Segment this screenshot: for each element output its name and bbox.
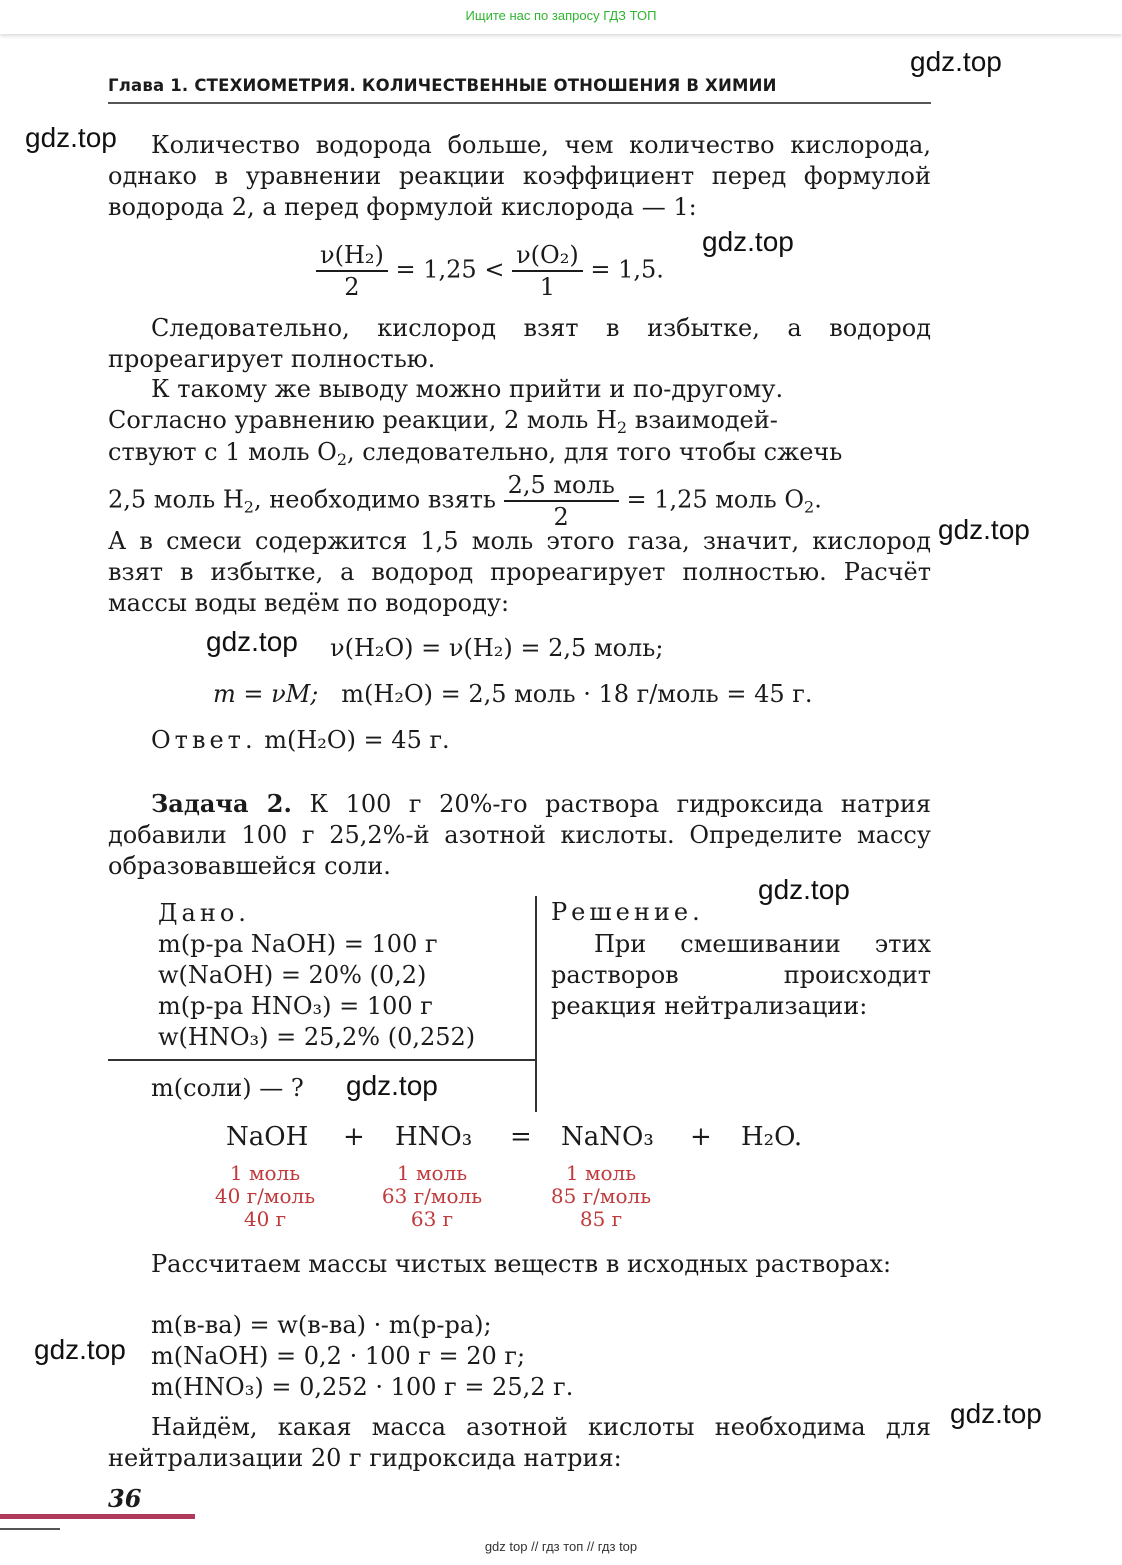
calc-line: m(HNO₃) = 0,252 · 100 г = 25,2 г.	[151, 1373, 574, 1401]
equation-term: +	[343, 1122, 365, 1152]
watermark: gdz.top	[910, 46, 1002, 77]
solution-label: Решение.	[551, 898, 704, 926]
equation-term: +	[690, 1122, 712, 1152]
watermark: gdz.top	[25, 122, 117, 153]
chapter-title: СТЕХИОМЕТРИЯ. КОЛИЧЕСТВЕННЫЕ ОТНОШЕНИЯ В ХИМИИ	[194, 76, 777, 95]
task-label: Задача 2.	[151, 789, 292, 818]
top-banner	[0, 0, 1122, 34]
chapter-number: Глава 1.	[108, 76, 189, 95]
calc-line: m(в-ва) = w(в-ва) · m(р-ра);	[151, 1311, 492, 1339]
given-line: m(р-ра HNO₃) = 100 г	[158, 992, 433, 1020]
paragraph: Количество водорода больше, чем количество кислорода, однако в уравнении реакции коэффициент перед формулой водорода 2, а перед формулой кислорода — 1:	[108, 131, 931, 221]
paragraph: А в смеси содержится 1,5 моль этого газа, значит, кислород взят в избытке, а водород прореагирует полностью. Расчёт массы воды ведём по водороду:	[108, 527, 931, 617]
equation-term: NaNO₃	[561, 1122, 654, 1152]
watermark: gdz.top	[34, 1334, 126, 1365]
table-divider	[535, 896, 537, 1112]
given-divider	[108, 1059, 537, 1061]
watermark: gdz.top	[346, 1070, 438, 1101]
calc-line: ν(H₂O) = ν(H₂) = 2,5 моль;	[330, 634, 664, 662]
watermark: gdz.top	[938, 514, 1030, 545]
chapter-header	[108, 76, 777, 95]
page-rule	[0, 1528, 60, 1530]
equation-term: =	[510, 1122, 532, 1152]
watermark: gdz.top	[702, 226, 794, 257]
watermark: gdz.top	[206, 626, 298, 657]
fraction: $\frac{\text{ν(H₂)}}{2}$	[316, 240, 388, 302]
answer-value: m(H₂O) = 45 г.	[264, 726, 450, 754]
given-line: m(р-ра NaOH) = 100 г	[158, 930, 438, 958]
page-number: 36	[108, 1484, 142, 1513]
footer-text: gdz top // гдз топ // гдз top	[484, 1539, 638, 1554]
text-line: К такому же выводу можно прийти и по-другому.	[151, 375, 784, 403]
answer-label: Ответ.	[151, 726, 257, 754]
formula-ratio: $\frac{\text{ν(H₂)}}{2}$ = 1,25 < $\frac{\text{ν(O₂)}}{1}$ = 1,5.	[316, 240, 664, 302]
answer	[151, 726, 450, 754]
given-block	[158, 898, 475, 1053]
given-line: w(NaOH) = 20% (0,2)	[158, 961, 427, 989]
text-line-with-fraction: 2,5 моль $H_2$, необходимо взять $\frac{\text{2,5 моль}}{2}$ = 1,25 моль $O_2$.	[108, 471, 822, 531]
header-divider	[108, 102, 931, 104]
solution-text: При смешивании этих растворов происходит реакция нейтрализации:	[551, 930, 931, 1020]
top-banner-text: Ищите нас по запросу ГДЗ ТОП	[465, 8, 657, 23]
equation-term: H₂O.	[741, 1122, 803, 1152]
equation-term: NaOH	[226, 1122, 309, 1152]
text-line: ствуют с 1 моль $O_2$, следовательно, для того чтобы сжечь	[108, 438, 843, 469]
paragraph: Найдём, какая масса азотной кислоты необходима для нейтрализации 20 г гидроксида натрия:	[108, 1413, 931, 1472]
text-line: Согласно уравнению реакции, 2 моль $H_2$ взаимодей-	[108, 406, 778, 437]
equation-annotation: 1 моль 40 г/моль 40 г	[214, 1161, 316, 1231]
task-text: К 100 г 20%-го раствора гидроксида натрия добавили 100 г 25,2%-й азотной кислоты. Определите массу образовавшейся соли.	[108, 790, 931, 880]
page-accent-bar	[0, 1514, 195, 1519]
fraction: $\frac{\text{2,5 моль}}{2}$	[504, 470, 619, 532]
equation-annotation: 1 моль 63 г/моль 63 г	[381, 1161, 483, 1231]
paragraph: Следовательно, кислород взят в избытке, а водород прореагирует полностью.	[108, 314, 931, 373]
paragraph: Рассчитаем массы чистых веществ в исходных растворах:	[151, 1250, 892, 1278]
given-line: w(HNO₃) = 25,2% (0,252)	[158, 1023, 476, 1051]
given-label: Дано.	[158, 899, 250, 927]
watermark: gdz.top	[950, 1398, 1042, 1429]
fraction: $\frac{\text{ν(O₂)}}{1}$	[512, 240, 583, 302]
find-line: m(соли) — ?	[151, 1074, 304, 1102]
task-2	[108, 788, 931, 882]
calc-line: m = νM; m(H₂O) = 2,5 моль · 18 г/моль = 45 г.	[213, 680, 813, 708]
watermark: gdz.top	[758, 874, 850, 905]
equation-term: HNO₃	[395, 1122, 473, 1152]
equation-annotation: 1 моль 85 г/моль 85 г	[550, 1161, 652, 1231]
calc-line: m(NaOH) = 0,2 · 100 г = 20 г;	[151, 1342, 526, 1370]
